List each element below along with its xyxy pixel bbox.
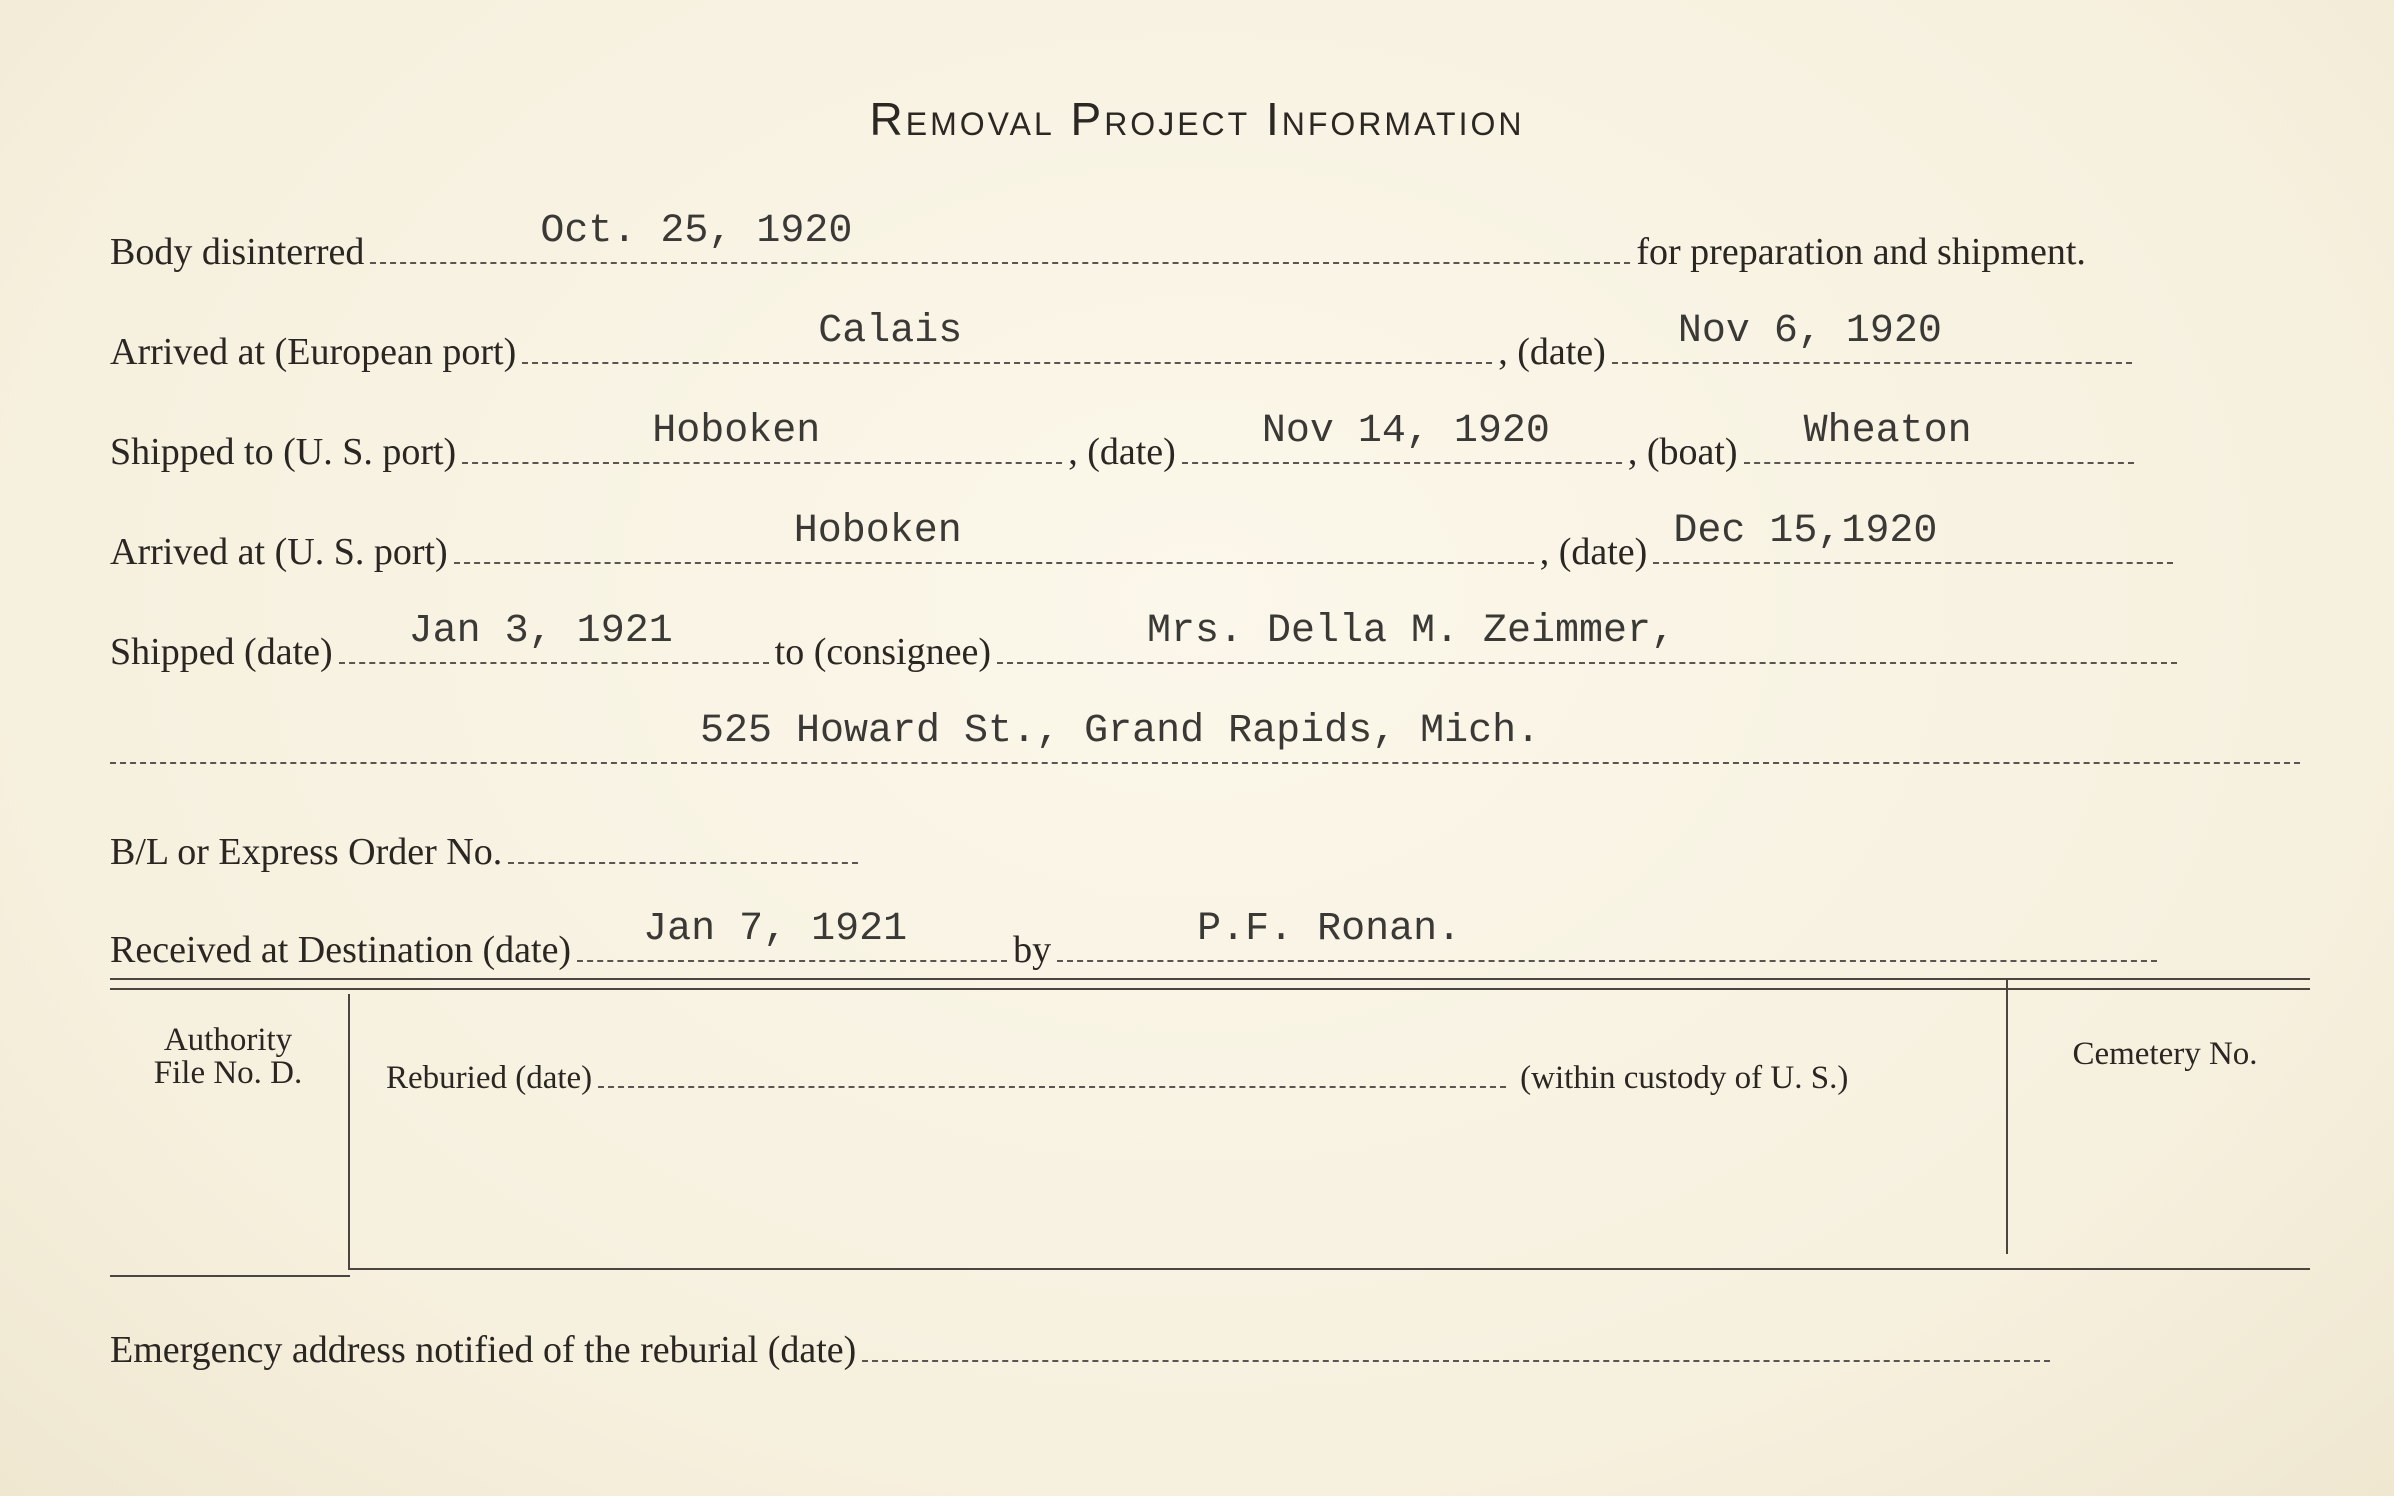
authority-line1: Authority bbox=[163, 1022, 293, 1058]
value-boat: Wheaton bbox=[1803, 408, 1972, 454]
authority-file-label bbox=[110, 1024, 346, 1090]
field-bl[interactable] bbox=[508, 820, 858, 864]
value-arrived-us-date: Dec 15,1920 bbox=[1673, 508, 1938, 554]
label-european-port: Arrived at (European port) bbox=[110, 330, 517, 373]
field-european-port[interactable] bbox=[522, 308, 1492, 364]
field-reburied[interactable] bbox=[598, 1050, 1506, 1088]
field-euro-date[interactable] bbox=[1612, 308, 2132, 364]
label-ship-date: , (date) bbox=[1068, 430, 1176, 473]
value-ship-date: Nov 14, 1920 bbox=[1261, 408, 1550, 454]
field-received-date[interactable] bbox=[577, 906, 1007, 962]
label-preparation: for preparation and shipment. bbox=[1636, 230, 2086, 273]
label-custody: (within custody of U. S.) bbox=[1520, 1060, 1849, 1097]
row-arrived-us bbox=[110, 508, 2179, 574]
field-boat[interactable] bbox=[1744, 408, 2134, 464]
label-reburied: Reburied (date) bbox=[386, 1060, 593, 1097]
cemetery-no-label: Cemetery No. bbox=[2072, 1036, 2258, 1072]
box-top-rule-2 bbox=[110, 988, 2310, 990]
label-euro-date: , (date) bbox=[1498, 330, 1606, 373]
value-received-date: Jan 7, 1921 bbox=[643, 906, 908, 952]
box-top-rule-1 bbox=[110, 978, 2310, 980]
label-received: Received at Destination (date) bbox=[110, 928, 572, 971]
label-consignee: to (consignee) bbox=[774, 630, 991, 673]
label-shipped-date: Shipped (date) bbox=[110, 630, 333, 673]
field-us-port[interactable] bbox=[462, 408, 1062, 464]
field-disinterred[interactable] bbox=[370, 208, 1630, 264]
row-shipped-us bbox=[110, 408, 2140, 474]
box-bottom-rule-left bbox=[110, 1275, 350, 1277]
field-arrived-us-port[interactable] bbox=[454, 508, 1534, 564]
value-shipped-date: Jan 3, 1921 bbox=[408, 608, 673, 654]
row-arrived-euro bbox=[110, 308, 2138, 374]
authority-line2: File No. D. bbox=[153, 1055, 303, 1091]
value-us-port: Hoboken bbox=[652, 408, 821, 454]
row-address bbox=[110, 708, 2306, 764]
row-reburied bbox=[386, 1050, 1848, 1097]
value-european-port: Calais bbox=[818, 308, 963, 354]
label-emergency: Emergency address notified of the reburial (date) bbox=[110, 1328, 857, 1371]
label-boat: , (boat) bbox=[1627, 430, 1738, 473]
row-shipped bbox=[110, 608, 2183, 674]
row-emergency bbox=[110, 1318, 2056, 1372]
field-shipped-date[interactable] bbox=[339, 608, 769, 664]
row-bl bbox=[110, 820, 864, 874]
row-disinterred bbox=[110, 208, 2310, 274]
value-euro-date: Nov 6, 1920 bbox=[1677, 308, 1942, 354]
label-by: by bbox=[1013, 928, 1052, 971]
label-bl: B/L or Express Order No. bbox=[110, 830, 503, 873]
row-received bbox=[110, 906, 2163, 972]
field-received-by[interactable] bbox=[1057, 906, 2157, 962]
value-address: 525 Howard St., Grand Rapids, Mich. bbox=[700, 708, 1541, 754]
label-us-port: Shipped to (U. S. port) bbox=[110, 430, 457, 473]
box-divider-left bbox=[348, 994, 350, 1270]
value-consignee: Mrs. Della M. Zeimmer, bbox=[1146, 608, 1676, 654]
value-disinterred: Oct. 25, 1920 bbox=[540, 208, 853, 254]
field-address[interactable] bbox=[110, 708, 2300, 764]
value-arrived-us-port: Hoboken bbox=[793, 508, 962, 554]
label-arrived-us-date: , (date) bbox=[1539, 530, 1648, 573]
field-consignee[interactable] bbox=[997, 608, 2177, 664]
field-emergency[interactable] bbox=[862, 1318, 2050, 1362]
field-ship-date[interactable] bbox=[1182, 408, 1622, 464]
box-bottom-rule-right bbox=[350, 1268, 2310, 1270]
label-disinterred: Body disinterred bbox=[110, 230, 365, 273]
box-divider-right bbox=[2006, 978, 2008, 1254]
label-arrived-us-port: Arrived at (U. S. port) bbox=[110, 530, 448, 573]
card-title: Removal Project Information bbox=[869, 93, 1525, 145]
value-received-by: P.F. Ronan. bbox=[1197, 906, 1462, 952]
field-arrived-us-date[interactable] bbox=[1653, 508, 2173, 564]
